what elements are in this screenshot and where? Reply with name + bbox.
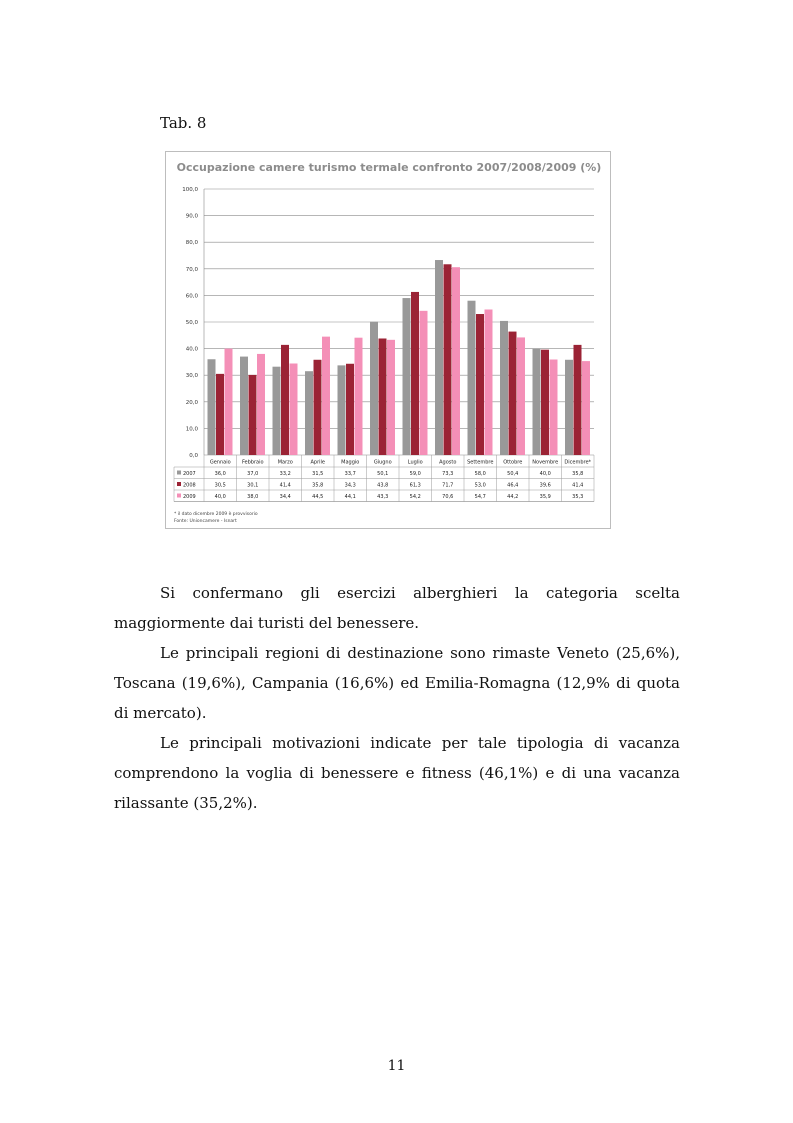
- y-tick-label: 0,0: [189, 453, 198, 459]
- legend-label-2009: 2009: [183, 493, 196, 500]
- data-label: 46,4: [507, 482, 519, 489]
- data-label: 58,0: [474, 470, 486, 477]
- legend-label-2007: 2007: [183, 470, 196, 477]
- y-tick-label: 70,0: [185, 266, 198, 273]
- bar-2008: [541, 350, 549, 455]
- data-label: 34,4: [279, 493, 291, 500]
- bar-2008: [411, 292, 419, 455]
- data-label: 43,8: [377, 482, 389, 489]
- x-tick-label: Novembre: [532, 459, 559, 466]
- x-tick-label: Gennaio: [209, 459, 231, 466]
- bar-2008: [216, 374, 224, 455]
- bar-2007: [240, 357, 248, 455]
- chart-footnote: * il dato dicembre 2009 è provvisorio: [174, 512, 258, 517]
- data-label: 35,8: [572, 470, 584, 477]
- data-label: 41,4: [279, 482, 291, 489]
- legend-label-2008: 2008: [183, 482, 196, 489]
- bar-2007: [273, 367, 281, 455]
- data-label: 30,1: [247, 482, 259, 489]
- legend-swatch-2007: [177, 471, 181, 475]
- paragraph-1: [114, 578, 680, 638]
- x-tick-label: Aprile: [310, 459, 326, 466]
- data-label: 43,3: [377, 493, 389, 500]
- bar-2007: [435, 260, 443, 455]
- data-label: 70,6: [442, 493, 454, 500]
- data-label: 71,7: [442, 482, 454, 489]
- bar-2008: [249, 375, 257, 455]
- table-caption: Tab. 8: [160, 114, 207, 132]
- y-tick-label: 90,0: [185, 213, 198, 220]
- y-tick-label: 100,0: [182, 187, 198, 193]
- bar-2008: [346, 364, 354, 455]
- bar-2008: [476, 314, 484, 455]
- data-label: 35,8: [312, 482, 324, 489]
- data-label: 44,1: [344, 493, 356, 500]
- legend-swatch-2008: [177, 482, 181, 486]
- chart-canvas: [166, 152, 612, 530]
- data-label: 54,7: [474, 493, 486, 500]
- data-label: 38,0: [247, 493, 259, 500]
- x-tick-label: Marzo: [277, 459, 293, 466]
- x-tick-label: Agosto: [439, 459, 457, 466]
- paragraph-1-text: Si confermano gli esercizi alberghieri la categoria scelta maggiormente dai turisti del benessere.: [114, 584, 680, 632]
- bar-2009: [290, 363, 298, 455]
- bar-2008: [444, 264, 452, 455]
- bar-2009: [485, 309, 493, 455]
- bar-2007: [403, 298, 411, 455]
- bar-2009: [225, 349, 233, 455]
- y-tick-label: 60,0: [185, 293, 198, 300]
- occupancy-chart: [165, 151, 611, 529]
- bar-2007: [338, 365, 346, 455]
- data-label: 73,3: [442, 470, 454, 477]
- paragraph-3: [114, 728, 680, 818]
- data-label: 40,0: [539, 470, 551, 477]
- bar-2009: [452, 267, 460, 455]
- bar-2009: [582, 361, 590, 455]
- data-label: 33,7: [344, 470, 356, 477]
- x-tick-label: Ottobre: [503, 459, 523, 466]
- y-tick-label: 80,0: [185, 240, 198, 247]
- paragraph-3-text: Le principali motivazioni indicate per tale tipologia di vacanza comprendono la voglia di benessere e fitness (46,1%) e di una vacanza rilassante (35,2%).: [114, 734, 680, 812]
- data-label: 36,0: [214, 470, 226, 477]
- bar-2008: [509, 332, 517, 455]
- data-label: 44,5: [312, 493, 324, 500]
- data-label: 39,6: [539, 482, 551, 489]
- data-label: 34,3: [344, 482, 356, 489]
- bar-2007: [208, 359, 216, 455]
- y-tick-label: 30,0: [185, 373, 198, 380]
- data-label: 50,1: [377, 470, 389, 477]
- x-tick-label: Maggio: [341, 459, 360, 466]
- bar-2008: [379, 338, 387, 455]
- bar-2007: [565, 360, 573, 455]
- x-tick-label: Settembre: [467, 459, 494, 466]
- bar-2009: [420, 311, 428, 455]
- data-label: 35,9: [539, 493, 551, 500]
- data-label: 54,2: [409, 493, 421, 500]
- y-tick-label: 50,0: [185, 320, 198, 326]
- data-label: 37,0: [247, 470, 259, 477]
- paragraph-2-text: Le principali regioni di destinazione sono rimaste Veneto (25,6%), Toscana (19,6%), Campania (16,6%) ed Emilia-Romagna (12,9% di quota di mercato).: [114, 644, 680, 722]
- y-tick-label: 20,0: [185, 399, 198, 406]
- data-label: 30,5: [214, 482, 226, 489]
- bar-2007: [305, 371, 313, 455]
- chart-title: Occupazione camere turismo termale confronto 2007/2008/2009 (%): [176, 161, 602, 174]
- data-label: 31,5: [312, 470, 324, 477]
- bar-2009: [322, 337, 330, 455]
- y-tick-label: 40,0: [185, 346, 198, 353]
- data-label: 61,3: [409, 482, 421, 489]
- data-label: 33,2: [279, 470, 291, 477]
- data-label: 59,0: [409, 470, 421, 477]
- x-tick-label: Giugno: [373, 459, 392, 466]
- bar-2009: [517, 337, 525, 455]
- data-label: 40,0: [214, 493, 226, 500]
- x-tick-label: Luglio: [407, 459, 423, 466]
- x-tick-label: Dicembre*: [564, 459, 592, 466]
- y-tick-label: 10,0: [185, 426, 198, 433]
- bar-2009: [387, 340, 395, 455]
- bar-2007: [468, 301, 476, 455]
- x-tick-label: Febbraio: [241, 459, 264, 466]
- data-label: 50,4: [507, 470, 519, 477]
- data-label: 41,4: [572, 482, 584, 489]
- data-label: 44,2: [507, 493, 519, 500]
- legend-swatch-2009: [177, 494, 181, 498]
- bar-2008: [281, 345, 289, 455]
- bar-2009: [355, 338, 363, 455]
- bar-2008: [574, 345, 582, 455]
- bar-2007: [533, 349, 541, 455]
- data-label: 35,3: [572, 493, 584, 500]
- chart-source: Fonte: Unioncamere - Isnart: [174, 519, 237, 524]
- data-label: 53,0: [474, 482, 486, 489]
- bar-2007: [500, 321, 508, 455]
- bar-2009: [550, 360, 558, 455]
- paragraph-2: [114, 638, 680, 728]
- bar-2009: [257, 354, 265, 455]
- bar-2008: [314, 360, 322, 455]
- bar-2007: [370, 322, 378, 455]
- page-number: 11: [387, 1058, 406, 1074]
